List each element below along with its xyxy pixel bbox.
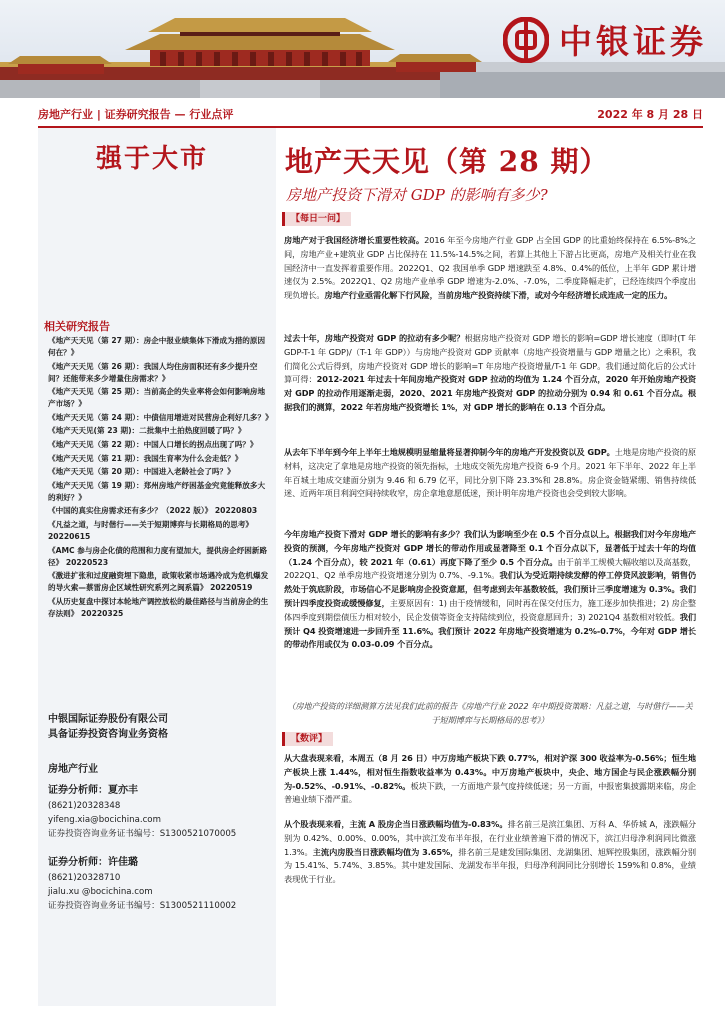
paragraph-text: 2016 年至今房地产行业 GDP 占全国 GDP 的比重始终保持在 6.5%-8%之间，房地产业+建筑业 GDP 占比保持在 11.5%-14.5%之间，若算上其他上下游占比更高，房地产及相关行业在我国经济中一直发挥着重要作用。2022Q1、Q2 我国单季 GDP 增速跌至 4.8%、0.4%的低位，上半年 GDP 累计增速仅为 2.5%。2022Q1、Q2 房地产业单季 GDP 增速为-2.0%、-7.0%，二季度降幅走扩，已经连续四个季度出现负增长。: [284, 235, 696, 301]
paragraph-text: 根据房地产投资对 GDP 增长的影响=GDP 增长速度（即时(T 年 GDP-T-1 年 GDP)/（T-1 年 GDP））与房地产投资对 GDP 贡献率（房地产投资增量与 GDP 增量之比）之乘积，我们简化公式后得到，房地产投资对 GDP 增长的影响=T 年房地产投资增量/T-1 年 GDP。我们通过简化后的公式计算可得：: [284, 333, 696, 385]
industry-label: 房地产行业: [48, 764, 98, 775]
related-research-item[interactable]: 《中国的真实住房需求还有多少？（2022 版）》 20220803: [48, 506, 258, 516]
paragraph-conclusion: 2012-2021 年过去十年间房地产投资对 GDP 拉动的均值为 1.24 个百分点，2020 年开始房地产投资对 GDP 的拉动作用逐渐走弱，2020、2021 年房地产投资对 GDP 的拉动分别为 0.94 和 0.61 个百分点。根据我们的测算，2022 年若房地产投资增长 1%，对 GDP 增长的影响在 0.13 个百分点。: [284, 374, 696, 412]
paragraph-lead: 从去年下半年到今年上半年土地规模明显缩量将显著抑制今年的房地产开发投资以及 GDP。: [284, 447, 615, 457]
related-research-item[interactable]: 《地产天天见（第 19 期）：郑州房地产纾困基金究竟能释放多大的利好？》: [48, 480, 266, 502]
analyst-card: [48, 856, 274, 913]
paragraph-text: 排名前三是建发国际集团、龙湖集团、旭辉控股集团，涨跌幅分别为 15.41%、5.74%、3.85%。其中建发国际、龙湖发布半年报，归母净利润同比分别增长 159%和 0.8%，业绩表现优于行业。: [284, 846, 696, 885]
related-research-item[interactable]: 《地产天天见（第 25 期）：当前高企的失业率将会如何影响房地产市场？》: [48, 387, 266, 409]
related-research-item[interactable]: 《地产天天见（第 26 期）：我国人均住房面积还有多少提升空间？还能带来多少增量住房需求？》: [48, 361, 258, 383]
analyst-cert: 证券投资咨询业务证书编号：S1300521070005: [48, 829, 237, 839]
related-research-item[interactable]: 《AMC 参与房企化债的范围和力度有望加大，提供房企纾困新路径》 20220523: [48, 545, 268, 567]
header-banner: [0, 0, 725, 98]
paragraph-lead: 房地产对于我国经济增长重要性较高。: [284, 235, 425, 245]
analyst-name: 证券分析师：许佳璐: [48, 857, 138, 868]
analyst-cert: 证券投资咨询业务证书编号：S1300521110002: [48, 901, 237, 911]
paragraph: [284, 234, 696, 303]
report-category: 房地产行业 | 证券研究报告 — 行业点评: [38, 108, 234, 121]
report-title: 地产天天见（第 28 期）: [285, 145, 609, 178]
related-research-item[interactable]: 《凡益之道，与时偕行——关于短期博弈与长期格局的思考》 20220615: [48, 519, 254, 541]
related-research-item[interactable]: 《激进扩张和过度融资埋下隐患，政策收紧市场遇冷成为危机爆发的导火索—蔡雷房企区域性研究系列之闽系篇》 20220519: [48, 571, 269, 593]
related-research-item[interactable]: 《地产天天见（第 21 期）：我国生育率为什么会走低？》: [48, 453, 243, 463]
source-note: [284, 700, 696, 728]
paragraph-text: 板块下跌，一方面地产景气度持续低迷；另一方面，中报密集披露期来临，房企普遍业绩下滑严重。: [284, 780, 696, 805]
paragraph-conclusion: 我们认为受近期持续发酵的停工停贷风波影响，销售仍然处于筑底阶段，市场信心不足影响房企投资意愿，但考虑到去年基数较低，我们预计三季度增速为 0.3%。我们预计四季度投资或缓慢修复，: [284, 570, 696, 608]
paragraph-conclusion: 我们预计 Q4 投资增速进一步回升至 11.6%。我们预计 2022 年房地产投资增速为 0.2%-0.7%，今年对 GDP 增长的带动作用或仅为 0.03-0.09 个百分点。: [284, 611, 696, 650]
rating: 强于大市: [96, 144, 209, 174]
paragraph-text: 由于前半工规模大幅收缩以及高基数，2022Q1、Q2 单季房地产投资增速分别为 0.7%、-9.1%。: [284, 556, 696, 581]
paragraph-lead: 今年房地产投资下滑对 GDP 增长的影响有多少？我们认为影响至少在 0.5 个百分点以上。根据我们对今年房地产投资的预测，今年房地产投资对 GDP 增长的带动作用或显著降至 0.1 个百分点以下，显著低于过去十年的均值（1.24 个百分点），较 2021 年（0.61）再度下降了至少 0.5 个百分点。: [284, 529, 696, 567]
sidebar: [38, 128, 276, 1006]
paragraph: [284, 818, 696, 887]
company-qualification: 具备证券投资咨询业务资格: [48, 729, 168, 740]
paragraph: [284, 332, 696, 415]
paragraph-text: 排名前三是滨江集团、万科 A、华侨城 A，涨跌幅分别为 0.42%、0.00%、0.00%，其中滨江发布半年报，在行业业绩普遍下滑的情况下，滨江归母净利润同比微涨 1.3%。: [284, 819, 696, 857]
related-research-item[interactable]: 《地产天天见（第 20 期）：中国进入老龄社会了吗？》: [48, 467, 235, 477]
company-name: 中银国际证券股份有限公司: [48, 714, 168, 725]
boc-logo-icon: [503, 17, 549, 63]
paragraph: [284, 752, 696, 807]
report-subtitle: 房地产投资下滑对 GDP 的影响有多少?: [286, 186, 548, 204]
related-research-item[interactable]: 《地产天天见（第 22 期）：中国人口增长的拐点出现了吗？》: [48, 439, 258, 449]
related-research-item[interactable]: 《地产天天见（第 27 期）：房企中报业绩集体下滑成为措的原因何在？》: [48, 336, 266, 357]
report-header: [38, 104, 703, 124]
analyst-phone: (8621)20328348: [48, 801, 121, 811]
paragraph-conclusion: 房地产行业亟需化解下行风险，当前房地产投资持续下滑，或对今年经济增长成连成一定的压力。: [324, 290, 673, 301]
brand-logo: [503, 16, 707, 63]
related-research-title: 相关研究报告: [44, 320, 110, 333]
paragraph-lead: 从大盘表现来看，本周五（8 月 26 日）中万房地产板块下跌 0.77%，相对沪深 300 收益率为-0.56%；恒生地产板块上涨 1.44%，相对恒生指数收益率为 0.43%。中万房地产板块中，央企、地方国企与民企涨跌幅分别为-0.52%、-0.91%、-0.82%。: [284, 753, 696, 791]
related-research-item[interactable]: 《地产天天见（第 24 期）：中债信用增进对民营房企利好几多？》: [48, 412, 273, 422]
analyst-phone: (8621)20328710: [48, 873, 121, 883]
paragraph-lead: 过去十年，房地产投资对 GDP 的拉动有多少呢？: [284, 333, 465, 343]
source-note-text: （房地产投资的详细测算方法见我们此前的报告《房地产行业 2022 年中期投资策略：凡益之道，与时偕行——关于短期博弈与长期格局的思考》）: [287, 701, 693, 725]
paragraph-conclusion: 主流内房股当日涨跌幅均值为 3.65%，: [312, 846, 459, 857]
company-info: [48, 712, 272, 742]
related-research-list: [48, 335, 272, 621]
related-research-item[interactable]: 《地产天天见(第 23 期)：二批集中土拍热度回暖了吗？》: [48, 426, 246, 436]
related-research-item[interactable]: 《从历史复盘中探讨本轮地产调控放松的最佳路径与当前房企的生存法则》 20220325: [48, 596, 269, 618]
paragraph-lead: 从个股表现来看，主流 A 股房企当日涨跌幅均值为-0.83%。: [284, 819, 508, 829]
analyst-card: [48, 784, 274, 841]
paragraph-text: 土地是房地产投资的原材料，这决定了拿地是房地产投资的领先指标，土地成交领先房地产投资 6-9 个月。2021 年下半年、2022 年上半年百城土地成交建面分别为 9.46 和 6.79 亿平，同比分别下降 23.3%和 28.8%。房企资金链紧绷、销售持续低迷、近两年项目利润空间持续收窄，房企拿地意愿低迷，预计明年房地产投资也会受到较大影响。: [284, 447, 696, 499]
paragraph-text: 主要原因有：1) 由于疫情缓和，同时再在保交付压力，施工逐步加快推进；2) 房企整体四季度到期偿债压力相对较小，民企发债等资金支持陆续到位，投资意愿回升；3) 2021Q4 基数相对较低。: [284, 597, 696, 622]
analyst-email[interactable]: jialu.xu @bocichina.com: [48, 887, 153, 897]
analyst-email[interactable]: yifeng.xia@bocichina.com: [48, 815, 161, 825]
report-date: 2022 年 8 月 28 日: [597, 108, 703, 121]
section-tag-daily-question: 【每日一问】: [282, 212, 351, 226]
brand-name: 中银证券: [559, 22, 707, 61]
section-tag-review: 【数评】: [282, 732, 333, 746]
paragraph: [284, 528, 696, 652]
analyst-name: 证券分析师：夏亦丰: [48, 785, 138, 796]
paragraph: [284, 446, 696, 501]
